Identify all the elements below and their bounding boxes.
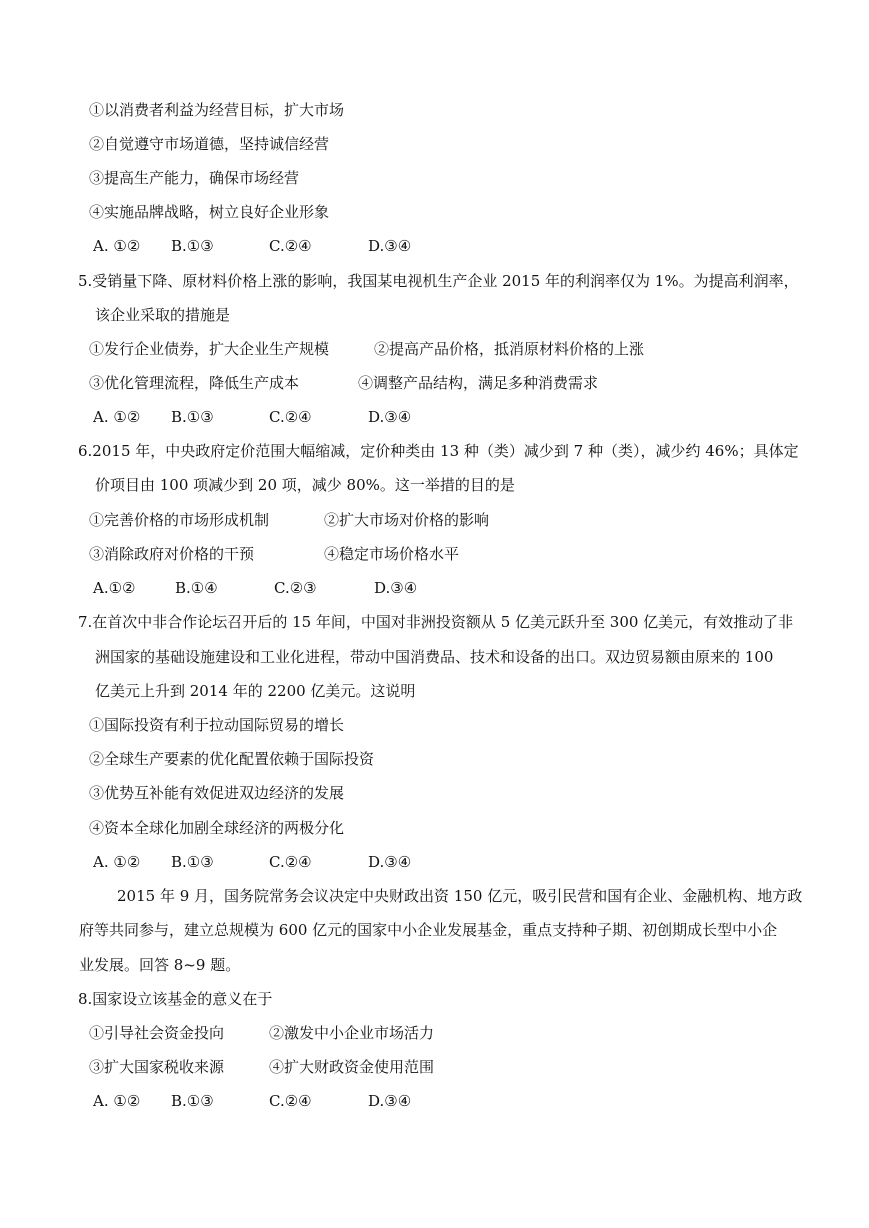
q6-answer-a: A.①② xyxy=(93,579,136,597)
material-line-2: 府等共同参与，建立总规模为 600 亿元的国家中小企业发展基金，重点支持种子期、初创期成长型中小企 xyxy=(79,921,778,939)
q8-option-2: ②激发中小企业市场活力 xyxy=(269,1024,435,1042)
q5-option-2: ②提高产品价格，抵消原材料价格的上涨 xyxy=(374,340,645,358)
q6-stem-line-2: 价项目由 100 项减少到 20 项，减少 80%。这一举措的目的是 xyxy=(95,476,515,494)
q7-option-2: ②全球生产要素的优化配置依赖于国际投资 xyxy=(89,750,375,768)
q5-answer-a: A. ①② xyxy=(93,408,141,426)
q7-answer-d: D.③④ xyxy=(368,853,412,871)
q7-stem-line-2: 洲国家的基础设施建设和工业化进程，带动中国消费品、技术和设备的出口。双边贸易额由原来的 100 xyxy=(95,648,774,666)
q7-answer-b: B.①③ xyxy=(171,853,214,871)
q4-option-1: ①以消费者利益为经营目标，扩大市场 xyxy=(89,101,345,119)
q6-option-1: ①完善价格的市场形成机制 xyxy=(89,511,270,529)
q7-option-4: ④资本全球化加剧全球经济的两极分化 xyxy=(89,819,345,837)
q5-option-4: ④调整产品结构，满足多种消费需求 xyxy=(358,374,599,392)
q4-answer-c: C.②④ xyxy=(269,237,312,255)
q6-stem-line-1: 6.2015 年，中央政府定价范围大幅缩减，定价种类由 13 种（类）减少到 7 种（类），减少约 46%；具体定 xyxy=(78,442,799,460)
q8-option-4: ④扩大财政资金使用范围 xyxy=(269,1058,435,1076)
q4-answer-d: D.③④ xyxy=(368,237,412,255)
q5-stem-line-1: 5.受销量下降、原材料价格上涨的影响，我国某电视机生产企业 2015 年的利润率仅为 1%。为提高利润率， xyxy=(78,272,799,290)
q6-option-4: ④稳定市场价格水平 xyxy=(324,545,460,563)
q7-answer-a: A. ①② xyxy=(93,853,141,871)
q6-answer-d: D.③④ xyxy=(374,579,418,597)
q7-answer-c: C.②④ xyxy=(269,853,312,871)
q8-answer-d: D.③④ xyxy=(368,1092,412,1110)
q8-answer-a: A. ①② xyxy=(93,1092,141,1110)
q4-option-2: ②自觉遵守市场道德，坚持诚信经营 xyxy=(89,135,330,153)
q4-option-3: ③提高生产能力，确保市场经营 xyxy=(89,169,300,187)
q4-option-4: ④实施品牌战略，树立良好企业形象 xyxy=(89,203,330,221)
q6-option-3: ③消除政府对价格的干预 xyxy=(89,545,255,563)
q8-answer-b: B.①③ xyxy=(171,1092,214,1110)
q8-option-1: ①引导社会资金投向 xyxy=(89,1024,225,1042)
q5-answer-b: B.①③ xyxy=(171,408,214,426)
q5-stem-line-2: 该企业采取的措施是 xyxy=(95,306,231,324)
q8-stem-line-1: 8.国家设立该基金的意义在于 xyxy=(78,990,273,1008)
q4-answer-b: B.①③ xyxy=(171,237,214,255)
q4-answer-a: A. ①② xyxy=(93,237,141,255)
q7-option-3: ③优势互补能有效促进双边经济的发展 xyxy=(89,784,345,802)
q8-option-3: ③扩大国家税收来源 xyxy=(89,1058,225,1076)
q7-option-1: ①国际投资有利于拉动国际贸易的增长 xyxy=(89,716,345,734)
q5-option-3: ③优化管理流程，降低生产成本 xyxy=(89,374,300,392)
material-line-3: 业发展。回答 8~9 题。 xyxy=(79,956,241,974)
q7-stem-line-3: 亿美元上升到 2014 年的 2200 亿美元。这说明 xyxy=(95,682,416,700)
q6-answer-c: C.②③ xyxy=(274,579,317,597)
q6-answer-b: B.①④ xyxy=(175,579,218,597)
material-line-1: 2015 年 9 月，国务院常务会议决定中央财政出资 150 亿元，吸引民营和国有企业、金融机构、地方政 xyxy=(117,887,803,905)
q5-answer-c: C.②④ xyxy=(269,408,312,426)
q5-option-1: ①发行企业债券，扩大企业生产规模 xyxy=(89,340,330,358)
q8-answer-c: C.②④ xyxy=(269,1092,312,1110)
q6-option-2: ②扩大市场对价格的影响 xyxy=(324,511,490,529)
q5-answer-d: D.③④ xyxy=(368,408,412,426)
q7-stem-line-1: 7.在首次中非合作论坛召开后的 15 年间，中国对非洲投资额从 5 亿美元跃升至 300 亿美元，有效推动了非 xyxy=(78,613,794,631)
